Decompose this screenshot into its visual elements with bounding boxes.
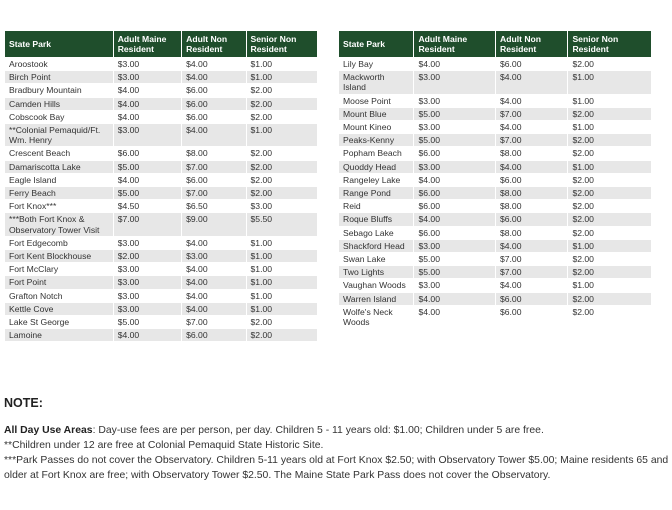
adult-maine-resident-fee-cell: $5.00	[114, 161, 181, 173]
adult-maine-resident-fee-cell: $3.00	[414, 240, 495, 252]
adult-non-resident-fee-cell: $6.00	[182, 111, 245, 123]
adult-non-resident-fee-cell: $8.00	[496, 187, 567, 199]
adult-non-resident-fee-cell: $7.00	[496, 134, 567, 146]
senior-non-resident-fee-cell: $1.00	[568, 279, 651, 291]
senior-non-resident-fee-cell: $2.00	[568, 253, 651, 265]
senior-non-resident-fee-cell: $1.00	[568, 71, 651, 93]
table-row	[339, 253, 651, 265]
adult-maine-resident-fee-cell: $3.00	[414, 121, 495, 133]
note-title: NOTE:	[4, 396, 43, 410]
table-row	[339, 227, 651, 239]
park-name-cell: Wolfe's Neck Woods	[339, 306, 413, 328]
adult-maine-resident-fee-cell: $4.00	[414, 174, 495, 186]
table-row	[339, 174, 651, 186]
park-name-cell: Peaks-Kenny	[339, 134, 413, 146]
park-name-cell: Damariscotta Lake	[5, 161, 113, 173]
adult-maine-resident-fee-cell: $7.00	[114, 213, 181, 235]
park-name-cell: Birch Point	[5, 71, 113, 83]
table-row	[339, 108, 651, 120]
park-name-cell: Two Lights	[339, 266, 413, 278]
adult-non-resident-fee-cell: $6.00	[182, 329, 245, 341]
adult-maine-resident-fee-cell: $6.00	[414, 187, 495, 199]
senior-non-resident-fee-cell: $1.00	[247, 303, 317, 315]
senior-non-resident-fee-cell: $2.00	[568, 147, 651, 159]
senior-non-resident-fee-cell: $2.00	[247, 174, 317, 186]
park-name-cell: Lake St George	[5, 316, 113, 328]
senior-non-resident-fee-cell: $2.00	[247, 161, 317, 173]
park-name-cell: Ferry Beach	[5, 187, 113, 199]
adult-non-resident-fee-cell: $6.00	[496, 306, 567, 328]
table-row	[5, 187, 317, 199]
table-row	[5, 263, 317, 275]
adult-non-resident-fee-cell: $4.00	[182, 237, 245, 249]
table-header-row	[339, 31, 651, 57]
senior-non-resident-fee-cell: $1.00	[568, 161, 651, 173]
adult-non-resident-fee-cell: $4.00	[182, 124, 245, 146]
table-row	[5, 147, 317, 159]
adult-maine-resident-fee-cell: $6.00	[114, 147, 181, 159]
table-row	[339, 306, 651, 328]
header-senior-non-resident: Senior Non Resident	[247, 31, 317, 57]
table-row	[339, 200, 651, 212]
park-name-cell: Aroostook	[5, 58, 113, 70]
senior-non-resident-fee-cell: $2.00	[568, 200, 651, 212]
park-name-cell: Crescent Beach	[5, 147, 113, 159]
adult-maine-resident-fee-cell: $4.00	[414, 58, 495, 70]
table-row	[5, 98, 317, 110]
senior-non-resident-fee-cell: $2.00	[568, 108, 651, 120]
adult-non-resident-fee-cell: $6.50	[182, 200, 245, 212]
park-name-cell: Fort Point	[5, 276, 113, 288]
adult-non-resident-fee-cell: $7.00	[182, 187, 245, 199]
adult-maine-resident-fee-cell: $5.00	[114, 187, 181, 199]
adult-non-resident-fee-cell: $4.00	[182, 58, 245, 70]
table-row	[5, 161, 317, 173]
table-row	[5, 290, 317, 302]
adult-maine-resident-fee-cell: $5.00	[414, 266, 495, 278]
park-name-cell: Vaughan Woods	[339, 279, 413, 291]
park-name-cell: Kettle Cove	[5, 303, 113, 315]
table-row	[339, 213, 651, 225]
adult-non-resident-fee-cell: $9.00	[182, 213, 245, 235]
adult-maine-resident-fee-cell: $4.00	[114, 98, 181, 110]
senior-non-resident-fee-cell: $2.00	[568, 266, 651, 278]
senior-non-resident-fee-cell: $2.00	[247, 111, 317, 123]
adult-non-resident-fee-cell: $7.00	[496, 266, 567, 278]
fee-table-right	[338, 30, 652, 329]
adult-non-resident-fee-cell: $4.00	[496, 121, 567, 133]
senior-non-resident-fee-cell: $2.00	[247, 98, 317, 110]
park-name-cell: **Colonial Pemaquid/Ft. Wm. Henry	[5, 124, 113, 146]
adult-non-resident-fee-cell: $4.00	[496, 95, 567, 107]
adult-maine-resident-fee-cell: $3.00	[114, 71, 181, 83]
table-row	[339, 293, 651, 305]
table-row	[339, 279, 651, 291]
adult-maine-resident-fee-cell: $4.00	[114, 84, 181, 96]
adult-non-resident-fee-cell: $4.00	[182, 71, 245, 83]
senior-non-resident-fee-cell: $2.00	[247, 147, 317, 159]
senior-non-resident-fee-cell: $2.00	[568, 306, 651, 328]
adult-maine-resident-fee-cell: $6.00	[414, 200, 495, 212]
park-name-cell: Cobscook Bay	[5, 111, 113, 123]
park-name-cell: Warren Island	[339, 293, 413, 305]
adult-non-resident-fee-cell: $4.00	[496, 71, 567, 93]
park-name-cell: Fort Kent Blockhouse	[5, 250, 113, 262]
adult-maine-resident-fee-cell: $5.00	[414, 134, 495, 146]
table-row	[5, 124, 317, 146]
table-row	[339, 266, 651, 278]
adult-maine-resident-fee-cell: $4.50	[114, 200, 181, 212]
park-name-cell: Eagle Island	[5, 174, 113, 186]
park-name-cell: Shackford Head	[339, 240, 413, 252]
senior-non-resident-fee-cell: $2.00	[568, 58, 651, 70]
adult-non-resident-fee-cell: $4.00	[496, 279, 567, 291]
adult-maine-resident-fee-cell: $3.00	[114, 263, 181, 275]
table-row	[339, 95, 651, 107]
adult-maine-resident-fee-cell: $4.00	[414, 293, 495, 305]
adult-maine-resident-fee-cell: $5.00	[414, 253, 495, 265]
header-adult-maine-resident: Adult Maine Resident	[414, 31, 495, 57]
park-name-cell: Lily Bay	[339, 58, 413, 70]
adult-maine-resident-fee-cell: $3.00	[414, 95, 495, 107]
adult-maine-resident-fee-cell: $3.00	[114, 237, 181, 249]
adult-non-resident-fee-cell: $3.00	[182, 250, 245, 262]
table-row	[5, 329, 317, 341]
header-adult-non-resident: Adult Non Resident	[496, 31, 567, 57]
note-day-use-label: All Day Use Areas	[4, 425, 93, 436]
adult-non-resident-fee-cell: $8.00	[496, 227, 567, 239]
adult-non-resident-fee-cell: $6.00	[496, 213, 567, 225]
adult-maine-resident-fee-cell: $5.00	[414, 108, 495, 120]
table-row	[5, 237, 317, 249]
park-name-cell: Camden Hills	[5, 98, 113, 110]
senior-non-resident-fee-cell: $2.00	[247, 329, 317, 341]
table-row	[339, 147, 651, 159]
senior-non-resident-fee-cell: $1.00	[247, 276, 317, 288]
senior-non-resident-fee-cell: $1.00	[247, 290, 317, 302]
note-day-use-text: : Day-use fees are per person, per day. Children 5 - 11 years old: $1.00; Children under 5 are free.	[92, 425, 544, 436]
park-name-cell: Fort Knox***	[5, 200, 113, 212]
adult-maine-resident-fee-cell: $3.00	[114, 276, 181, 288]
park-name-cell: Mount Blue	[339, 108, 413, 120]
adult-non-resident-fee-cell: $4.00	[182, 263, 245, 275]
senior-non-resident-fee-cell: $2.00	[247, 316, 317, 328]
adult-non-resident-fee-cell: $6.00	[496, 58, 567, 70]
table-row	[339, 58, 651, 70]
adult-maine-resident-fee-cell: $4.00	[114, 329, 181, 341]
adult-maine-resident-fee-cell: $2.00	[114, 250, 181, 262]
table-row	[339, 187, 651, 199]
adult-non-resident-fee-cell: $6.00	[182, 84, 245, 96]
park-name-cell: Rangeley Lake	[339, 174, 413, 186]
senior-non-resident-fee-cell: $2.00	[568, 293, 651, 305]
senior-non-resident-fee-cell: $1.00	[247, 250, 317, 262]
park-name-cell: Fort McClary	[5, 263, 113, 275]
table-row	[339, 121, 651, 133]
note-day-use	[4, 423, 670, 438]
fee-table-body	[5, 58, 317, 341]
adult-non-resident-fee-cell: $6.00	[496, 174, 567, 186]
adult-maine-resident-fee-cell: $3.00	[414, 279, 495, 291]
senior-non-resident-fee-cell: $2.00	[568, 174, 651, 186]
note-colonial-pemaquid: **Children under 12 are free at Colonial Pemaquid State Historic Site.	[4, 440, 324, 451]
park-name-cell: Sebago Lake	[339, 227, 413, 239]
table-row	[5, 213, 317, 235]
senior-non-resident-fee-cell: $2.00	[247, 84, 317, 96]
table-header-row	[5, 31, 317, 57]
adult-non-resident-fee-cell: $7.00	[496, 253, 567, 265]
adult-maine-resident-fee-cell: $6.00	[414, 227, 495, 239]
table-row	[5, 58, 317, 70]
park-name-cell: Popham Beach	[339, 147, 413, 159]
fee-table-left	[4, 30, 318, 342]
senior-non-resident-fee-cell: $1.00	[247, 71, 317, 83]
table-row	[339, 134, 651, 146]
adult-non-resident-fee-cell: $6.00	[182, 98, 245, 110]
senior-non-resident-fee-cell: $2.00	[568, 213, 651, 225]
adult-non-resident-fee-cell: $7.00	[182, 161, 245, 173]
adult-non-resident-fee-cell: $7.00	[182, 316, 245, 328]
senior-non-resident-fee-cell: $2.00	[568, 187, 651, 199]
adult-non-resident-fee-cell: $4.00	[182, 276, 245, 288]
senior-non-resident-fee-cell: $1.00	[247, 124, 317, 146]
senior-non-resident-fee-cell: $2.00	[568, 227, 651, 239]
table-row	[339, 161, 651, 173]
senior-non-resident-fee-cell: $1.00	[568, 121, 651, 133]
table-row	[339, 240, 651, 252]
park-name-cell: Quoddy Head	[339, 161, 413, 173]
table-row	[5, 84, 317, 96]
table-row	[5, 71, 317, 83]
header-adult-maine-resident: Adult Maine Resident	[114, 31, 181, 57]
adult-non-resident-fee-cell: $4.00	[496, 240, 567, 252]
adult-non-resident-fee-cell: $8.00	[496, 147, 567, 159]
senior-non-resident-fee-cell: $2.00	[568, 134, 651, 146]
adult-maine-resident-fee-cell: $5.00	[114, 316, 181, 328]
adult-non-resident-fee-cell: $8.00	[182, 147, 245, 159]
adult-maine-resident-fee-cell: $4.00	[114, 174, 181, 186]
notes-section	[4, 423, 670, 483]
adult-maine-resident-fee-cell: $4.00	[414, 306, 495, 328]
adult-non-resident-fee-cell: $6.00	[182, 174, 245, 186]
table-row	[5, 276, 317, 288]
senior-non-resident-fee-cell: $1.00	[247, 263, 317, 275]
adult-maine-resident-fee-cell: $3.00	[114, 303, 181, 315]
park-name-cell: Fort Edgecomb	[5, 237, 113, 249]
table-row	[5, 111, 317, 123]
senior-non-resident-fee-cell: $1.00	[568, 95, 651, 107]
adult-maine-resident-fee-cell: $4.00	[114, 111, 181, 123]
fee-table-body	[339, 58, 651, 328]
adult-non-resident-fee-cell: $8.00	[496, 200, 567, 212]
senior-non-resident-fee-cell: $1.00	[247, 237, 317, 249]
park-name-cell: Grafton Notch	[5, 290, 113, 302]
adult-non-resident-fee-cell: $7.00	[496, 108, 567, 120]
park-name-cell: Roque Bluffs	[339, 213, 413, 225]
adult-maine-resident-fee-cell: $3.00	[114, 290, 181, 302]
senior-non-resident-fee-cell: $1.00	[568, 240, 651, 252]
park-name-cell: Reid	[339, 200, 413, 212]
senior-non-resident-fee-cell: $2.00	[247, 187, 317, 199]
header-state-park: State Park	[339, 31, 413, 57]
park-name-cell: Moose Point	[339, 95, 413, 107]
note-fort-knox: ***Park Passes do not cover the Observatory. Children 5-11 years old at Fort Knox $2.50; with Observatory Tower $5.00; Maine residents 65 and older at Fort Knox are free; with Observatory Tower $2.50. The Maine State Park Pass does not cover the Observatory.	[4, 455, 669, 481]
header-senior-non-resident: Senior Non Resident	[568, 31, 651, 57]
table-row	[5, 316, 317, 328]
adult-non-resident-fee-cell: $4.00	[496, 161, 567, 173]
adult-non-resident-fee-cell: $4.00	[182, 290, 245, 302]
adult-non-resident-fee-cell: $6.00	[496, 293, 567, 305]
park-name-cell: Mount Kineo	[339, 121, 413, 133]
adult-maine-resident-fee-cell: $3.00	[414, 161, 495, 173]
park-name-cell: Mackworth Island	[339, 71, 413, 93]
table-row	[5, 303, 317, 315]
table-row	[339, 71, 651, 93]
park-name-cell: ***Both Fort Knox & Observatory Tower Visit	[5, 213, 113, 235]
header-state-park: State Park	[5, 31, 113, 57]
adult-maine-resident-fee-cell: $4.00	[414, 213, 495, 225]
park-name-cell: Bradbury Mountain	[5, 84, 113, 96]
adult-maine-resident-fee-cell: $3.00	[414, 71, 495, 93]
table-row	[5, 200, 317, 212]
header-adult-non-resident: Adult Non Resident	[182, 31, 245, 57]
table-row	[5, 174, 317, 186]
adult-non-resident-fee-cell: $4.00	[182, 303, 245, 315]
adult-maine-resident-fee-cell: $3.00	[114, 124, 181, 146]
senior-non-resident-fee-cell: $1.00	[247, 58, 317, 70]
senior-non-resident-fee-cell: $3.00	[247, 200, 317, 212]
adult-maine-resident-fee-cell: $6.00	[414, 147, 495, 159]
park-name-cell: Swan Lake	[339, 253, 413, 265]
park-name-cell: Range Pond	[339, 187, 413, 199]
park-name-cell: Lamoine	[5, 329, 113, 341]
senior-non-resident-fee-cell: $5.50	[247, 213, 317, 235]
adult-maine-resident-fee-cell: $3.00	[114, 58, 181, 70]
table-row	[5, 250, 317, 262]
